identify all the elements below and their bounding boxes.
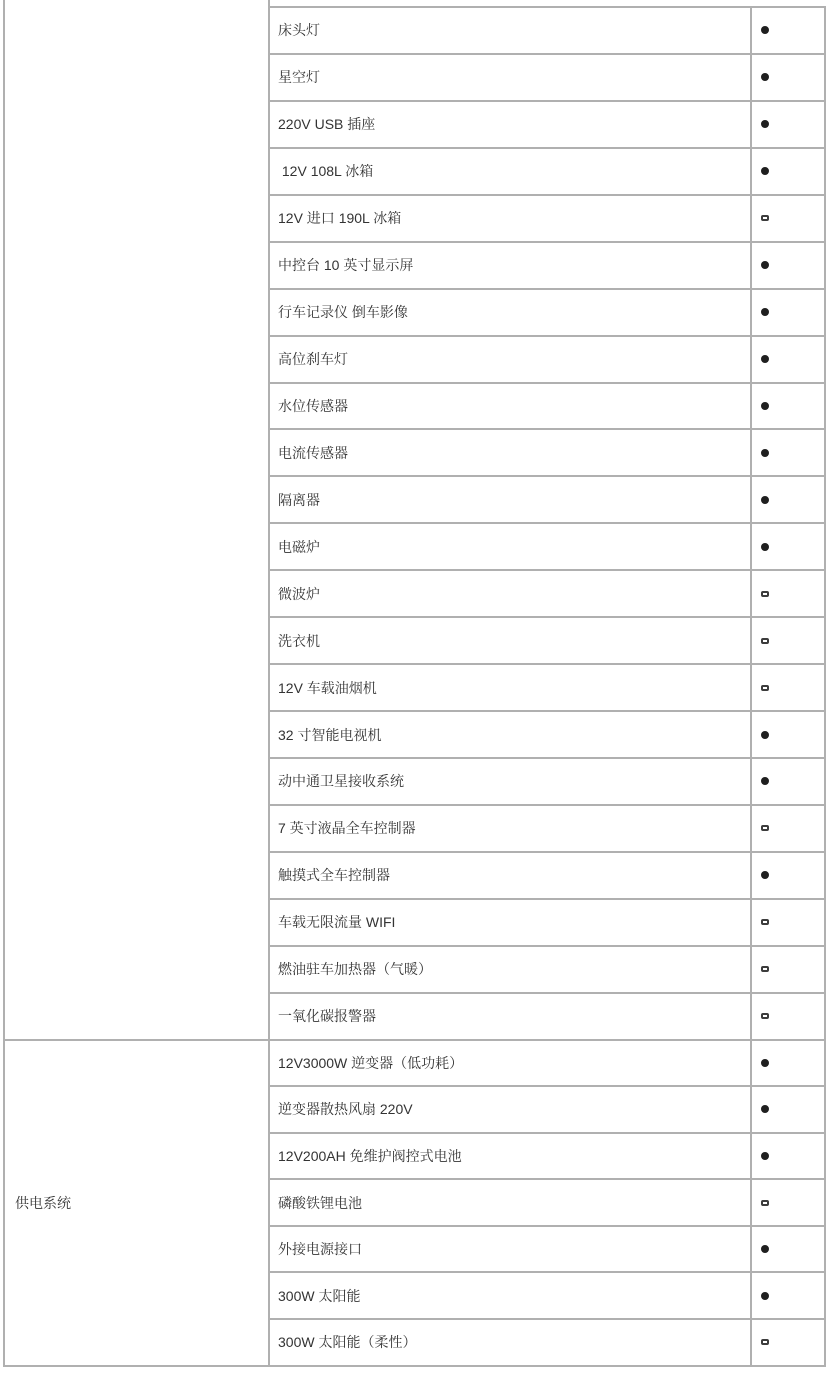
- table-row: [270, 1227, 824, 1274]
- table-row: [270, 853, 824, 900]
- feature-label: 中控台 10 英寸显示屏: [270, 243, 752, 288]
- optional-square-icon: [761, 1339, 769, 1345]
- feature-label: 车载无限流量 WIFI: [270, 900, 752, 945]
- feature-label: 微波炉: [270, 571, 752, 616]
- availability-marker-cell: [752, 149, 824, 194]
- category-cell-power-system: [3, 1041, 270, 1367]
- availability-marker-cell: [752, 712, 824, 757]
- standard-dot-icon: [761, 1059, 769, 1067]
- optional-square-icon: [761, 638, 769, 644]
- feature-label: 12V 车载油烟机: [270, 665, 752, 710]
- standard-dot-icon: [761, 777, 769, 785]
- feature-label: 12V 进口 190L 冰箱: [270, 196, 752, 241]
- table-row: [270, 102, 824, 149]
- table-row: [270, 8, 824, 55]
- table-row: [270, 243, 824, 290]
- table-row: [270, 571, 824, 618]
- availability-marker-cell: [752, 1087, 824, 1132]
- standard-dot-icon: [761, 496, 769, 504]
- feature-label: 12V200AH 免维护阀控式电池: [270, 1134, 752, 1179]
- availability-marker-cell: [752, 337, 824, 382]
- standard-dot-icon: [761, 1292, 769, 1300]
- feature-label: 行车记录仪 倒车影像: [270, 290, 752, 335]
- standard-dot-icon: [761, 73, 769, 81]
- table-row: [270, 806, 824, 853]
- standard-dot-icon: [761, 1152, 769, 1160]
- feature-label: 床头灯: [270, 8, 752, 53]
- availability-marker-cell: [752, 8, 824, 53]
- table-row: [270, 994, 824, 1041]
- table-row: [270, 1087, 824, 1134]
- feature-label: 隔离器: [270, 477, 752, 522]
- table-row: [270, 1273, 824, 1320]
- equipment-spec-table: [3, 0, 826, 1367]
- table-row: [270, 477, 824, 524]
- feature-label: 星空灯: [270, 55, 752, 100]
- standard-dot-icon: [761, 167, 769, 175]
- table-row: [270, 524, 824, 571]
- table-row: [270, 947, 824, 994]
- section-interior-equipment: [270, 6, 824, 1041]
- feature-label: 磷酸铁锂电池: [270, 1180, 752, 1225]
- feature-label: 12V3000W 逆变器（低功耗）: [270, 1041, 752, 1086]
- optional-square-icon: [761, 685, 769, 691]
- table-row: [270, 665, 824, 712]
- feature-label: 触摸式全车控制器: [270, 853, 752, 898]
- availability-marker-cell: [752, 196, 824, 241]
- optional-square-icon: [761, 966, 769, 972]
- feature-label: 300W 太阳能（柔性）: [270, 1320, 752, 1365]
- feature-label: 燃油驻车加热器（气暖）: [270, 947, 752, 992]
- feature-label: 一氧化碳报警器: [270, 994, 752, 1039]
- availability-marker-cell: [752, 900, 824, 945]
- standard-dot-icon: [761, 1245, 769, 1253]
- availability-marker-cell: [752, 806, 824, 851]
- standard-dot-icon: [761, 355, 769, 363]
- availability-marker-cell: [752, 947, 824, 992]
- availability-marker-cell: [752, 759, 824, 804]
- table-row: [270, 759, 824, 806]
- feature-label: 动中通卫星接收系统: [270, 759, 752, 804]
- category-cell-empty: [3, 0, 270, 1041]
- standard-dot-icon: [761, 308, 769, 316]
- standard-dot-icon: [761, 449, 769, 457]
- optional-square-icon: [761, 919, 769, 925]
- table-row: [270, 900, 824, 947]
- feature-label: 12V 108L 冰箱: [270, 149, 752, 194]
- table-row: [270, 196, 824, 243]
- feature-label: 水位传感器: [270, 384, 752, 429]
- table-row: [270, 384, 824, 431]
- feature-label: 高位刹车灯: [270, 337, 752, 382]
- optional-square-icon: [761, 591, 769, 597]
- feature-label: 外接电源接口: [270, 1227, 752, 1272]
- feature-label: 洗衣机: [270, 618, 752, 663]
- feature-label: 32 寸智能电视机: [270, 712, 752, 757]
- standard-dot-icon: [761, 402, 769, 410]
- table-row: [270, 290, 824, 337]
- feature-label: 220V USB 插座: [270, 102, 752, 147]
- section-power-system: [270, 1041, 824, 1367]
- availability-marker-cell: [752, 1273, 824, 1318]
- availability-marker-cell: [752, 102, 824, 147]
- availability-marker-cell: [752, 55, 824, 100]
- feature-label: 电磁炉: [270, 524, 752, 569]
- availability-marker-cell: [752, 571, 824, 616]
- availability-marker-cell: [752, 243, 824, 288]
- optional-square-icon: [761, 215, 769, 221]
- availability-marker-cell: [752, 994, 824, 1039]
- standard-dot-icon: [761, 731, 769, 739]
- feature-label: 7 英寸液晶全车控制器: [270, 806, 752, 851]
- standard-dot-icon: [761, 543, 769, 551]
- availability-marker-cell: [752, 524, 824, 569]
- availability-marker-cell: [752, 1227, 824, 1272]
- table-row: [270, 618, 824, 665]
- feature-label: 300W 太阳能: [270, 1273, 752, 1318]
- availability-marker-cell: [752, 1041, 824, 1086]
- optional-square-icon: [761, 1013, 769, 1019]
- table-row: [270, 1134, 824, 1181]
- feature-rows: [270, 6, 826, 1367]
- table-row: [270, 55, 824, 102]
- availability-marker-cell: [752, 618, 824, 663]
- standard-dot-icon: [761, 261, 769, 269]
- table-row: [270, 1320, 824, 1367]
- table-row: [270, 430, 824, 477]
- availability-marker-cell: [752, 1320, 824, 1365]
- standard-dot-icon: [761, 871, 769, 879]
- feature-label: 逆变器散热风扇 220V: [270, 1087, 752, 1132]
- optional-square-icon: [761, 825, 769, 831]
- table-row: [270, 1041, 824, 1088]
- optional-square-icon: [761, 1200, 769, 1206]
- table-row: [270, 149, 824, 196]
- availability-marker-cell: [752, 430, 824, 475]
- table-row: [270, 1180, 824, 1227]
- standard-dot-icon: [761, 120, 769, 128]
- standard-dot-icon: [761, 26, 769, 34]
- availability-marker-cell: [752, 1180, 824, 1225]
- availability-marker-cell: [752, 384, 824, 429]
- standard-dot-icon: [761, 1105, 769, 1113]
- availability-marker-cell: [752, 477, 824, 522]
- table-row: [270, 337, 824, 384]
- availability-marker-cell: [752, 853, 824, 898]
- feature-label: 电流传感器: [270, 430, 752, 475]
- availability-marker-cell: [752, 665, 824, 710]
- availability-marker-cell: [752, 290, 824, 335]
- category-label: 供电系统: [15, 1195, 71, 1211]
- availability-marker-cell: [752, 1134, 824, 1179]
- table-row: [270, 712, 824, 759]
